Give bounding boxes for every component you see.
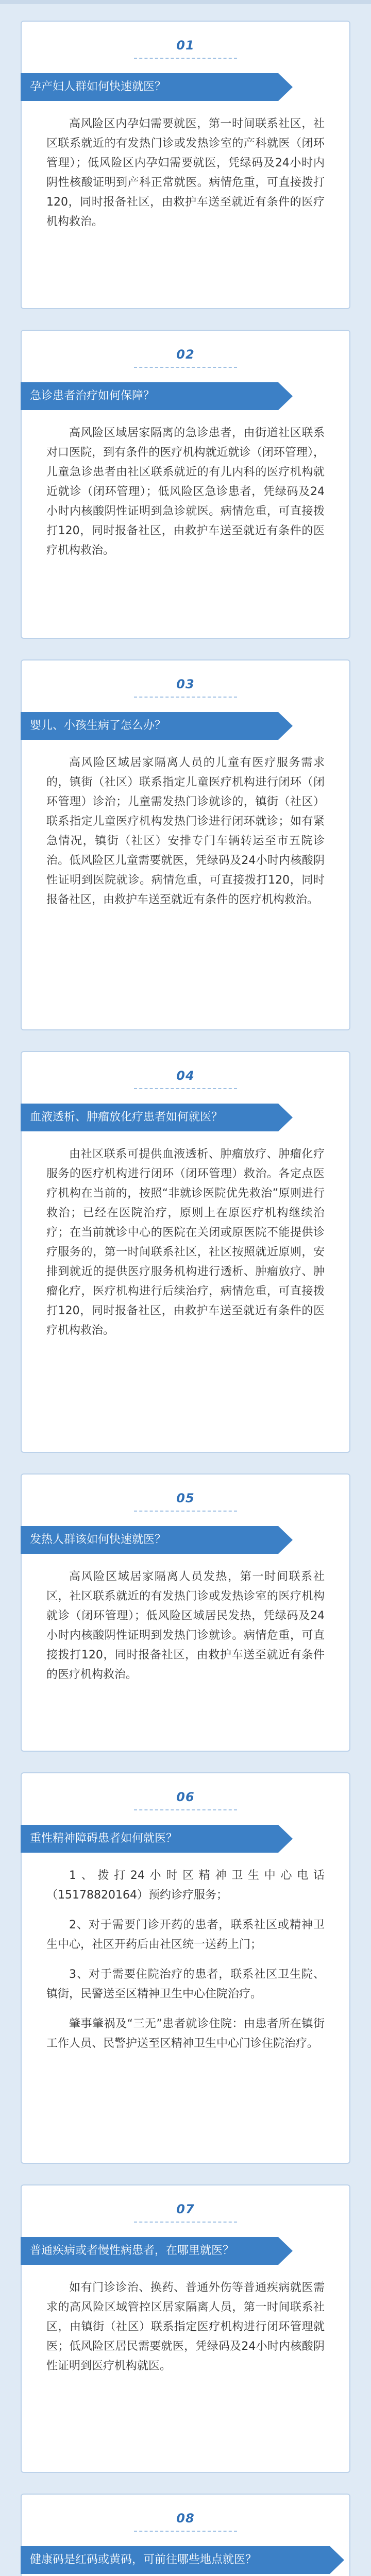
faq-number: 03: [176, 677, 195, 691]
top-strip: [0, 0, 371, 4]
faq-card-04: [21, 1051, 350, 1453]
faq-card-06: [21, 1772, 350, 2164]
number-divider: [134, 1088, 237, 1089]
answer-paragraph: 3、对于需要住院治疗的患者，联系社区卫生院、镇街，民警送至区精神卫生中心住院治疗。: [46, 1968, 325, 2001]
faq-answer: [22, 740, 349, 910]
faq-number: 04: [176, 1069, 195, 1083]
faq-answer: [22, 1554, 349, 1685]
answer-paragraph: 高风险区域居家隔离人员的儿童有医疗服务需求的，镇街（社区）联系指定儿童医疗机构进行闭环（闭环管理）诊治；儿童需发热门诊就诊的，镇街（社区）联系指定儿童医疗机构发热门诊进行闭环就诊；如有紧急情况，镇街（社区）安排专门车辆转运至市五院诊治。低风险区儿童需要就医，凭绿码及24小时内核酸阴性证明到医院就诊。病情危重，可直接拨打120，同时报备社区，由救护车送至就近有条件的医疗机构救治。: [46, 756, 325, 906]
faq-question-bar: 血液透析、肿瘤放化疗患者如何就医？: [21, 1104, 278, 1131]
faq-number: 01: [176, 38, 195, 53]
faq-card-02: [21, 330, 350, 639]
faq-card-08: [21, 2494, 350, 2576]
faq-card-03: [21, 659, 350, 1030]
faq-question-bar: 急诊患者治疗如何保障？: [21, 382, 278, 410]
faq-number: 06: [176, 1790, 195, 1804]
answer-paragraph: 1、拨打24小时区精神卫生中心电话（15178820164）预约诊疗服务；: [46, 1869, 325, 1902]
faq-number: 05: [176, 1491, 195, 1505]
faq-question-bar: 普通疾病或者慢性病患者，在哪里就医？: [21, 2237, 278, 2265]
number-divider: [134, 2531, 237, 2532]
faq-answer: [22, 2265, 349, 2376]
faq-answer: [22, 101, 349, 232]
answer-paragraph: 高风险区域居家隔离人员发热，第一时间联系社区，社区联系就近的有发热门诊或发热诊室的医疗机构就诊（闭环管理）；低风险区域居民发热，凭绿码及24小时内核酸阴性证明到发热门诊就诊。病情危重，可直接拨打120，同时报备社区，由救护车送至就近有条件的医疗机构救治。: [46, 1570, 325, 1681]
answer-paragraph: 如有门诊诊治、换药、普通外伤等普通疾病就医需求的高风险区域管控区居家隔离人员，第一时间联系社区，由镇街（社区）联系指定医疗机构进行闭环管理就医；低风险区居民需要就医，凭绿码及24小时内核酸阴性证明到医疗机构就医。: [46, 2281, 325, 2372]
faq-card-05: [21, 1473, 350, 1752]
answer-paragraph: 2、对于需要门诊开药的患者，联系社区或精神卫生中心，社区开药后由社区统一送药上门；: [46, 1919, 325, 1951]
faq-question-bar: 重性精神障碍患者如何就医？: [21, 1825, 278, 1853]
faq-question-bar: 婴儿、小孩生病了怎么办？: [21, 712, 278, 740]
answer-paragraph: 由社区联系可提供血液透析、肿瘤放疗、肿瘤化疗服务的医疗机构进行闭环（闭环管理）救治。各定点医疗机构在当前的，按照“非就诊医院优先救治”原则进行救治；已经在医院治疗，原则上在原医疗机构继续治疗；在当前就诊中心的医院在关闭或原医院不能提供诊疗服务的，第一时间联系社区，社区按照就近原则，安排到就近的提供医疗服务机构进行透析、肿瘤放疗、肿瘤化疗，医疗机构进行后续治疗，病情危重，可直接拨打120，同时报备社区，由救护车送至就近有条件的医疗机构救治。: [46, 1148, 325, 1337]
faq-number: 02: [176, 347, 195, 362]
number-divider: [134, 697, 237, 698]
answer-paragraph: 高风险区域居家隔离的急诊患者，由街道社区联系对口医院，到有条件的医疗机构就近就诊（闭环管理），儿童急诊患者由社区联系就近的有儿内科的医疗机构就近就诊（闭环管理）；低风险区急诊患者，凭绿码及24小时内核酸阴性证明到急诊就医。病情危重，可直接拨打120，同时报备社区，由救护车送至就近有条件的医疗机构救治。: [46, 427, 325, 557]
number-divider: [134, 58, 237, 59]
number-divider: [134, 1809, 237, 1810]
answer-paragraph: 肇事肇祸及“三无”患者就诊住院：由患者所在镇街工作人员、民警护送至区精神卫生中心门诊住院治疗。: [46, 2018, 325, 2050]
faq-answer: [22, 1853, 349, 2054]
faq-card-01: [21, 21, 350, 309]
faq-question-bar: 健康码是红码或黄码，可前往哪些地点就医？: [21, 2546, 330, 2574]
answer-paragraph: 高风险区内孕妇需要就医，第一时间联系社区，社区联系就近的有发热门诊或发热诊室的产科就医（闭环管理）；低风险区内孕妇需要就医，凭绿码及24小时内阴性核酸证明到产科正常就医。病情危重，可直接拨打120，同时报备社区，由救护车送至就近有条件的医疗机构救治。: [46, 117, 325, 228]
faq-card-07: [21, 2184, 350, 2473]
number-divider: [134, 2222, 237, 2223]
number-divider: [134, 1511, 237, 1512]
faq-answer: [22, 1131, 349, 1341]
faq-number: 07: [176, 2202, 195, 2216]
faq-answer: [22, 410, 349, 561]
faq-answer: [22, 2574, 349, 2576]
faq-question-bar: 发热人群该如何快速就医？: [21, 1526, 278, 1554]
number-divider: [134, 367, 237, 368]
faq-question-bar: 孕产妇人群如何快速就医？: [21, 73, 278, 101]
faq-number: 08: [176, 2511, 195, 2526]
